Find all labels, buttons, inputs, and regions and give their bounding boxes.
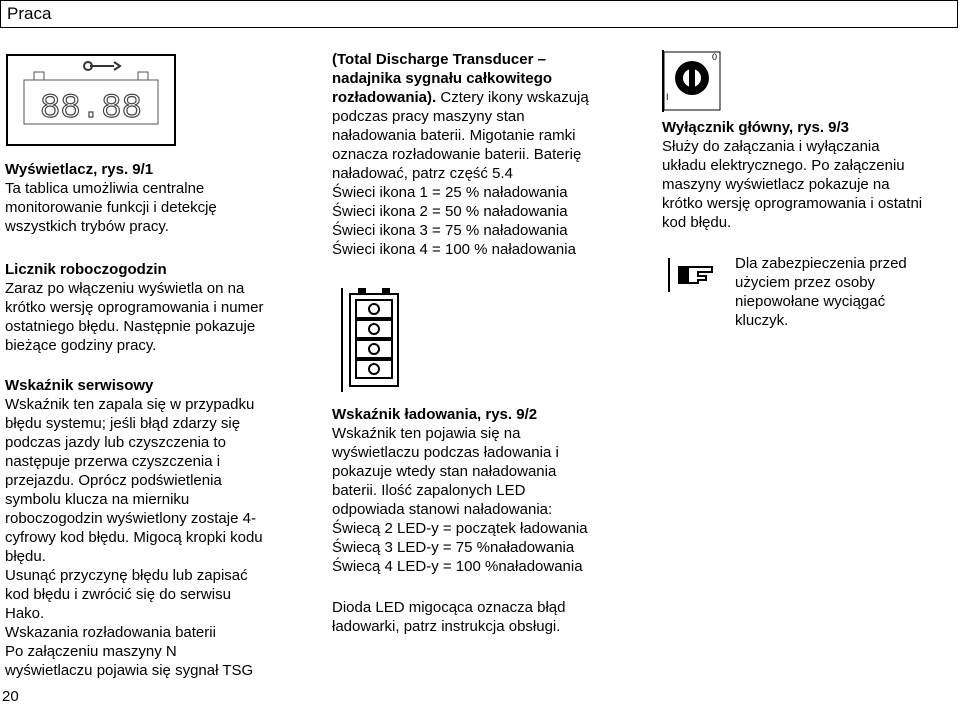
- counter-heading: Licznik roboczogodzin: [5, 261, 167, 278]
- page-number: 20: [2, 688, 19, 705]
- charge-heading: Wskaźnik ładowania, rys. 9/2: [332, 406, 538, 423]
- section-header-bar: [0, 0, 958, 28]
- charge-indicator-description: Wskaźnik ładowania, rys. 9/2 Wskaźnik ten pojawia się na wyświetlaczu podczas ładowania i pokazuje wtedy stan naładowania baterii. Ilość zapalonych LED odpowiada stanowi naładowania: Świecą 2 LED-y = początek ładowania Świecą 3 LED-y = 75 %naładowania Świecą 4 LED-y = 100 %naładowania: [332, 405, 652, 576]
- switch-heading: Wyłącznik główny, rys. 9/3: [662, 119, 850, 136]
- main-switch-figure: [662, 50, 722, 112]
- pointing-hand-icon: [668, 258, 718, 292]
- switch-mark-off: 0: [712, 52, 718, 62]
- display-digits: 88.88: [39, 90, 143, 128]
- display-heading: Wyświetlacz, rys. 9/1: [5, 161, 154, 178]
- display-panel-figure: [6, 54, 176, 146]
- section-title: Praca: [7, 4, 52, 23]
- service-indicator-description: Wskaźnik serwisowy Wskaźnik ten zapala się w przypadku błędu systemu; jeśli błąd zdarzy się podczas jazdy lub czyszczenia to następuje przerwa czyszczenia i przejazdu. Oprócz podświetlenia symbolu klucza na mierniku roboczogodzin wyświetlony zostaje 4- cyfrowy kod błędu. Migocą kropki kodu błędu. Usunąć przyczynę błędu lub zapisać kod błędu i zwrócić się do serwisu Hako. Wskazania rozładowania baterii Po załączeniu maszyny N wyświetlaczu pojawia się sygnał TSG: [5, 376, 315, 680]
- tsg-description: (Total Discharge Transducer – nadajnika sygnału całkowitego rozładowania). Cztery ikony wskazują podczas pracy maszyny stan naładowania baterii. Migotanie ramki oznacza rozładowanie baterii. Baterię naładować, patrz część 5.4 Świeci ikona 1 = 25 % naładowania Świeci ikona 2 = 50 % naładowania Świeci ikona 3 = 75 % naładowania Świeci ikona 4 = 100 % naładowania: [332, 51, 589, 258]
- key-switch-icon: [675, 61, 709, 95]
- main-switch-description: Wyłącznik główny, rys. 9/3 Służy do załączania i wyłączania układu elektrycznego. Po załączeniu maszyny wyświetlacz pokazuje na krótko wersję oprogramowania i ostatni kod błędu.: [662, 118, 958, 232]
- service-heading: Wskaźnik serwisowy: [5, 377, 154, 394]
- counter-description: Licznik roboczogodzin Zaraz po włączeniu wyświetla on na krótko wersję oprogramowania i numer ostatniego błędu. Następnie pokazuje bieżące godziny pracy.: [5, 260, 315, 355]
- charge-led-2: [356, 320, 392, 338]
- led-description: Dioda LED migocąca oznacza błąd ładowarki, patrz instrukcja obsługi.: [332, 599, 566, 635]
- charge-led-3: [356, 340, 392, 358]
- switch-mark-on: I: [666, 92, 669, 102]
- display-description: Wyświetlacz, rys. 9/1 Ta tablica umożliwia centralne monitorowanie funkcji i detekcję wszystkich trybów pracy.: [5, 160, 305, 236]
- safety-note: Dla zabezpieczenia przed użyciem przez osoby niepowołane wyciągać kluczyk.: [735, 255, 907, 329]
- charge-led-1: [356, 300, 392, 318]
- charge-indicator-figure: [334, 286, 404, 394]
- charge-led-4: [356, 360, 392, 378]
